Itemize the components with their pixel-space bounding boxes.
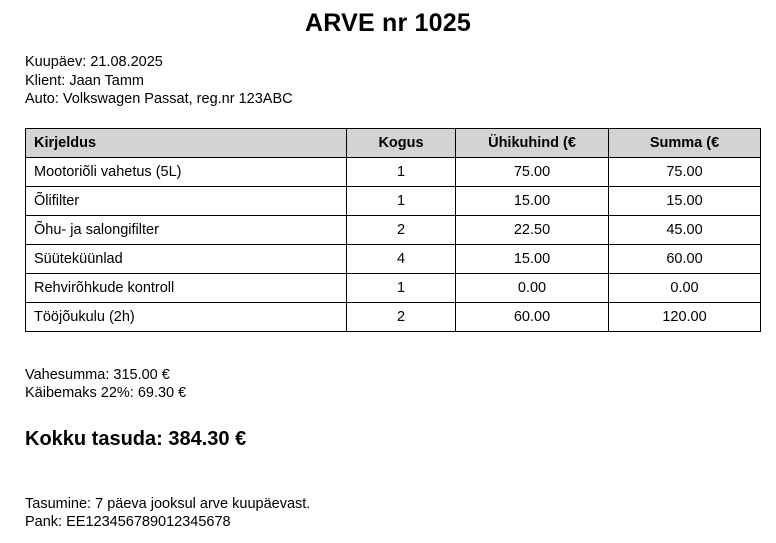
vat-line: Käibemaks 22%: 69.30 € bbox=[25, 385, 187, 402]
cell-quantity: 2 bbox=[347, 215, 456, 244]
table-row bbox=[26, 186, 761, 215]
invoice-meta bbox=[25, 53, 776, 109]
cell-sum: 45.00 bbox=[609, 215, 761, 244]
table-header-row bbox=[26, 128, 761, 157]
page-title: ARVE nr 1025 bbox=[305, 9, 471, 37]
cell-sum: 0.00 bbox=[609, 273, 761, 302]
cell-description: Õhu- ja salongifilter bbox=[26, 215, 347, 244]
bank-account: Pank: EE123456789012345678 bbox=[25, 514, 231, 531]
cell-sum: 15.00 bbox=[609, 186, 761, 215]
column-header-quantity: Kogus bbox=[347, 128, 456, 157]
invoice-client: Klient: Jaan Tamm bbox=[25, 72, 145, 89]
line-items-table bbox=[25, 128, 761, 332]
table-row bbox=[26, 302, 761, 331]
cell-description: Tööjõukulu (2h) bbox=[26, 302, 347, 331]
cell-description: Õlifilter bbox=[26, 186, 347, 215]
cell-sum: 75.00 bbox=[609, 157, 761, 186]
cell-description: Mootoriõli vahetus (5L) bbox=[26, 157, 347, 186]
totals-summary bbox=[25, 366, 776, 403]
cell-quantity: 1 bbox=[347, 157, 456, 186]
table-row bbox=[26, 215, 761, 244]
cell-unit-price: 75.00 bbox=[456, 157, 609, 186]
cell-unit-price: 22.50 bbox=[456, 215, 609, 244]
column-header-description: Kirjeldus bbox=[26, 128, 347, 157]
column-header-unit-price: Ühikuhind (€ bbox=[456, 128, 609, 157]
table-row bbox=[26, 273, 761, 302]
cell-description: Rehvirõhkude kontroll bbox=[26, 273, 347, 302]
cell-description: Süüteküünlad bbox=[26, 244, 347, 273]
column-header-sum: Summa (€ bbox=[609, 128, 761, 157]
cell-unit-price: 0.00 bbox=[456, 273, 609, 302]
cell-quantity: 1 bbox=[347, 186, 456, 215]
cell-sum: 60.00 bbox=[609, 244, 761, 273]
subtotal-line: Vahesumma: 315.00 € bbox=[25, 366, 170, 383]
payment-terms: Tasumine: 7 päeva jooksul arve kuupäevast. bbox=[25, 495, 311, 512]
cell-unit-price: 60.00 bbox=[456, 302, 609, 331]
cell-quantity: 2 bbox=[347, 302, 456, 331]
cell-quantity: 1 bbox=[347, 273, 456, 302]
invoice-date: Kuupäev: 21.08.2025 bbox=[25, 54, 163, 71]
invoice-footer bbox=[25, 495, 776, 532]
table-row bbox=[26, 244, 761, 273]
table-row bbox=[26, 157, 761, 186]
cell-sum: 120.00 bbox=[609, 302, 761, 331]
line-items-body bbox=[26, 157, 761, 331]
invoice-vehicle: Auto: Volkswagen Passat, reg.nr 123ABC bbox=[25, 91, 293, 108]
cell-unit-price: 15.00 bbox=[456, 186, 609, 215]
cell-unit-price: 15.00 bbox=[456, 244, 609, 273]
cell-quantity: 4 bbox=[347, 244, 456, 273]
grand-total-line: Kokku tasuda: 384.30 € bbox=[25, 427, 247, 450]
